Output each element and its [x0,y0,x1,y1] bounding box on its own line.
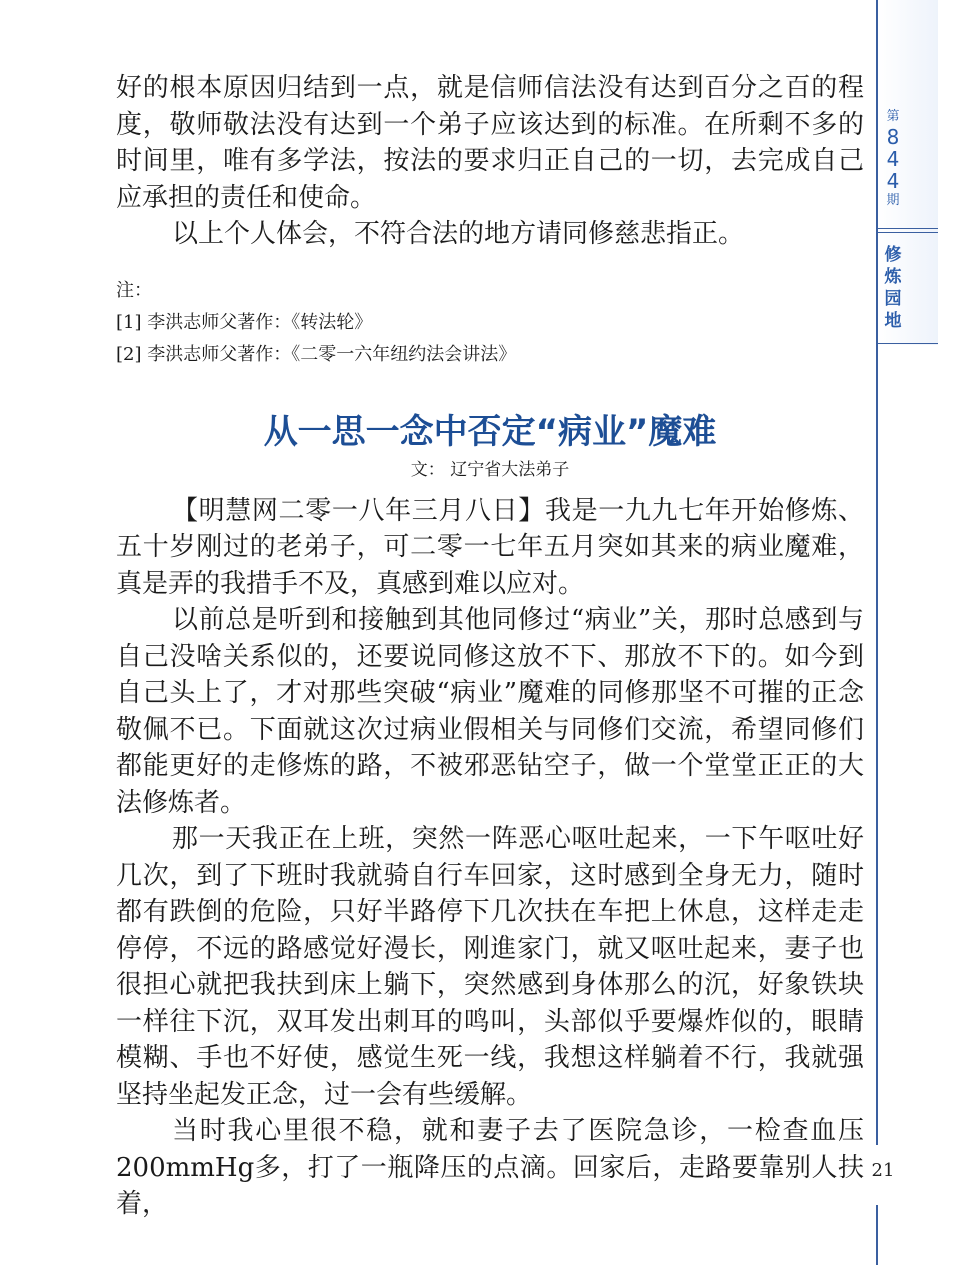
page-number: 21 [871,1160,895,1181]
section-char: 炼 [884,267,902,287]
closing-paragraph: 以上个人体会，不符合法的地方请同修慈悲指正。 [172,219,745,249]
issue-digit: 4 [886,147,900,171]
sidebar-divider [878,343,938,344]
sidebar-divider [878,228,938,233]
section-name [878,244,908,332]
article-paragraph: 当时我心里很不稳，就和妻子去了医院急诊，一检查血压200mmHg多，打了一瓶降压的点滴。回家后，走路要靠别人扶着， [116,1116,864,1219]
issue-digit: 4 [886,169,900,193]
note-item: [2] 李洪志师父著作：《二零一六年纽约法会讲法》 [116,343,517,365]
issue-suffix: 期 [886,193,900,208]
article-paragraph: 那一天我正在上班，突然一阵恶心呕吐起来，一下午呕吐好几次，到了下班时我就骑自行车回家，这时感到全身无力，随时都有跌倒的危险，只好半路停下几次扶在车把上休息，这样走走停停，不远的路感觉好漫长，刚進家门，就又呕吐起来，妻子也很担心就把我扶到床上躺下，突然感到身体那么的沉，好象铁块一样往下沉，双耳发出刺耳的鸣叫，头部似乎要爆炸似的，眼睛模糊、手也不好使，感觉生死一线，我想这样躺着不行，我就强坚持坐起发正念，过一会有些缓解。 [116,824,864,1110]
note-item: [1] 李洪志师父著作：《转法轮》 [116,311,373,333]
article-paragraph: 【明慧网二零一八年三月八日】我是一九九七年开始修炼、五十岁刚过的老弟子，可二零一七年五月突如其来的病业魔难，真是弄的我措手不及，真感到难以应对。 [116,495,864,599]
article-title: 从一思一念中否定“病业”魔难 [263,411,717,452]
section-char: 园 [884,289,902,309]
article-paragraph: 以前总是听到和接触到其他同修过“病业”关，那时总感到与自己没啥关系似的，还要说同修这放不下、那放不下的。如今到自己头上了，才对那些突破“病业”魔难的同修那坚不可摧的正念敬佩不已。下面就这次过病业假相关与同修们交流，希望同修们都能更好的走修炼的路，不被邪恶钻空子，做一个堂堂正正的大法修炼者。 [116,605,864,818]
issue-number [878,108,908,210]
notes-heading: 注： [116,279,152,301]
page-content [116,70,864,1223]
issue-digit: 8 [886,125,900,149]
body-paragraph: 好的根本原因归结到一点，就是信师信法没有达到百分之百的程度，敬师敬法没有达到一个弟子应该达到的标准。在所剩不多的时间里，唯有多学法，按法的要求归正自己的一切，去完成自己应承担的责任和使命。 [116,73,864,213]
margin-rule [876,1205,878,1265]
article-byline: 文： 辽宁省大法弟子 [410,459,570,480]
footnotes [116,275,864,371]
issue-prefix: 第 [886,109,900,124]
section-char: 地 [884,311,902,331]
issue-sidebar-tab [876,0,938,345]
margin-rule [876,345,878,1145]
section-char: 修 [884,245,902,265]
